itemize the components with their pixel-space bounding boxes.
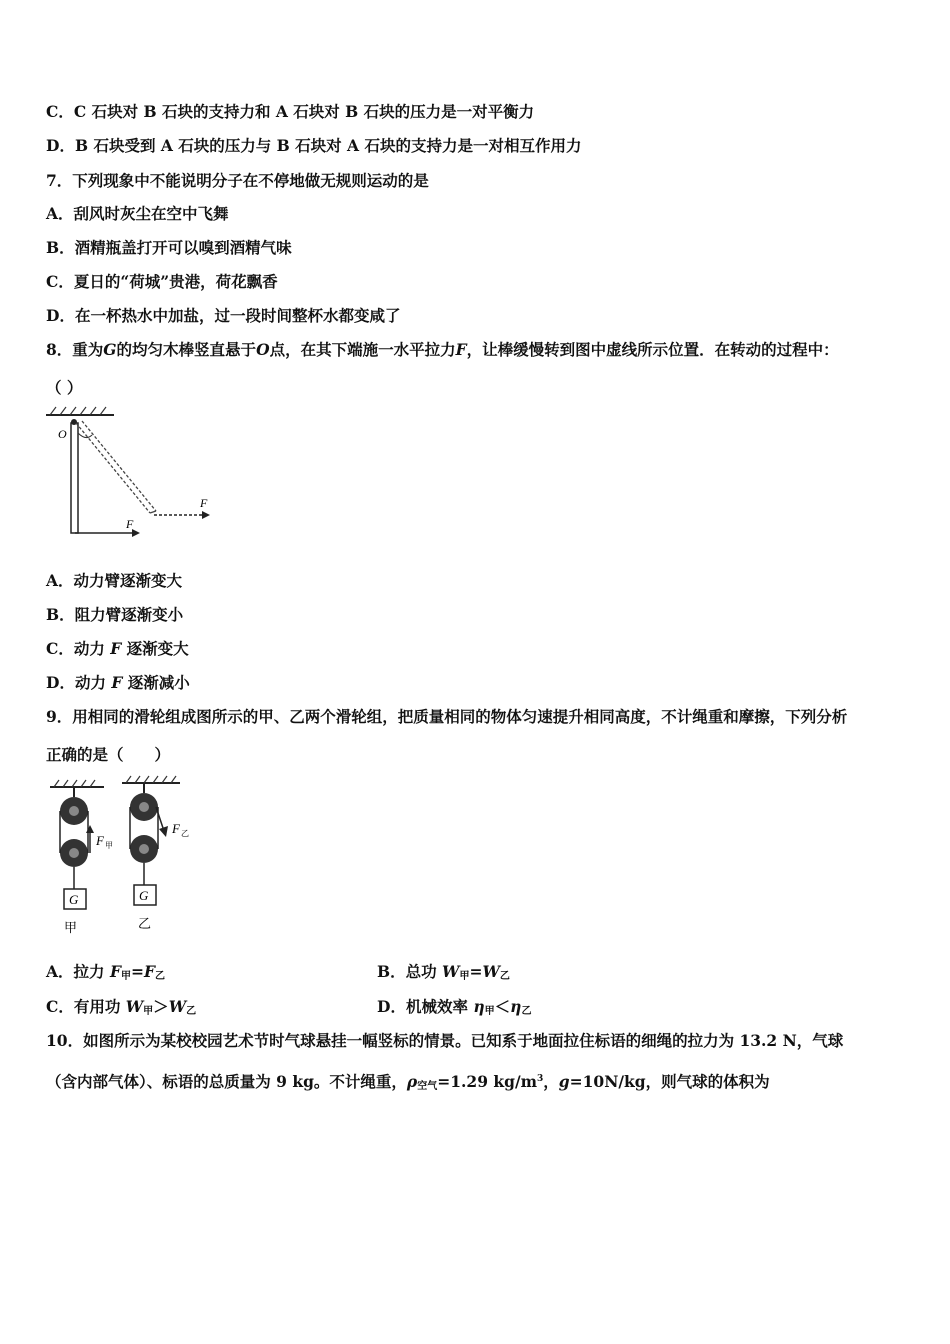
q8-option-b: B．阻力臂逐渐变小	[46, 605, 184, 624]
lever-rod-figure	[44, 405, 224, 550]
q9-option-c: C．有用功 W甲＞W乙	[46, 997, 197, 1017]
q8-option-a: A．动力臂逐渐变大	[46, 571, 183, 590]
svg-text:乙: 乙	[181, 829, 189, 838]
q9-option-a: A．拉力 F甲=F乙	[46, 962, 165, 982]
q10-stem-line1: 10．如图所示为某校校园艺术节时气球悬挂一幅竖标的情景。已知系于地面拉住标语的细绳的拉力为 13.2 N，气球	[46, 1031, 844, 1050]
pulley-system-yi	[122, 776, 189, 932]
q9-stem-line2: 正确的是（ ）	[46, 745, 171, 764]
q7-option-a: A．刮风时灰尘在空中飞舞	[46, 204, 229, 223]
svg-text:G: G	[139, 888, 149, 903]
q6-option-d: D．B 石块受到 A 石块的压力与 B 石块对 A 石块的支持力是一对相互作用力	[46, 136, 582, 155]
svg-text:F: F	[126, 517, 134, 531]
svg-text:F: F	[172, 821, 180, 836]
q7-option-b: B．酒精瓶盖打开可以嗅到酒精气味	[46, 238, 292, 257]
pulley-system-jia	[50, 780, 113, 936]
svg-text:甲: 甲	[64, 921, 78, 936]
pulley-systems-figure	[44, 775, 204, 940]
svg-text:乙: 乙	[138, 917, 152, 932]
q7-option-c: C．夏日的“荷城”贵港，荷花飘香	[46, 272, 278, 291]
svg-text:G: G	[69, 892, 79, 907]
q7-option-d: D．在一杯热水中加盐，过一段时间整杯水都变咸了	[46, 306, 401, 325]
q9-option-d: D．机械效率 η甲＜η乙	[377, 997, 532, 1017]
q8-option-d: D．动力 F 逐渐减小	[46, 673, 190, 692]
q9-options-row1	[46, 962, 165, 987]
q9-stem-line1: 9．用相同的滑轮组成图所示的甲、乙两个滑轮组，把质量相同的物体匀速提升相同高度，不计绳重和摩擦，下列分析	[46, 707, 848, 726]
svg-text:甲: 甲	[105, 841, 113, 850]
q7-stem: 7．下列现象中不能说明分子在不停地做无规则运动的是	[46, 171, 429, 190]
svg-text:F: F	[200, 496, 208, 510]
q6-option-c: C．C 石块对 B 石块的支持力和 A 石块对 B 石块的压力是一对平衡力	[46, 102, 535, 121]
svg-text:O: O	[58, 427, 67, 441]
svg-text:F: F	[96, 833, 104, 848]
q8-option-c: C．动力 F 逐渐变大	[46, 639, 189, 658]
q8-stem: 8．重为G的均匀木棒竖直悬于O点，在其下端施一水平拉力F，让棒缓慢转到图中虚线所示位置．在转动的过程中：	[46, 340, 839, 359]
q8-answer-bracket: （ ）	[46, 378, 83, 397]
q9-option-b: B．总功 W甲=W乙	[377, 962, 510, 982]
q10-stem-line2: （含内部气体）、标语的总质量为 9 kg。不计绳重，ρ空气=1.29 $kg/m^3$，g=10N/kg，则气球的体积为	[46, 1072, 770, 1093]
